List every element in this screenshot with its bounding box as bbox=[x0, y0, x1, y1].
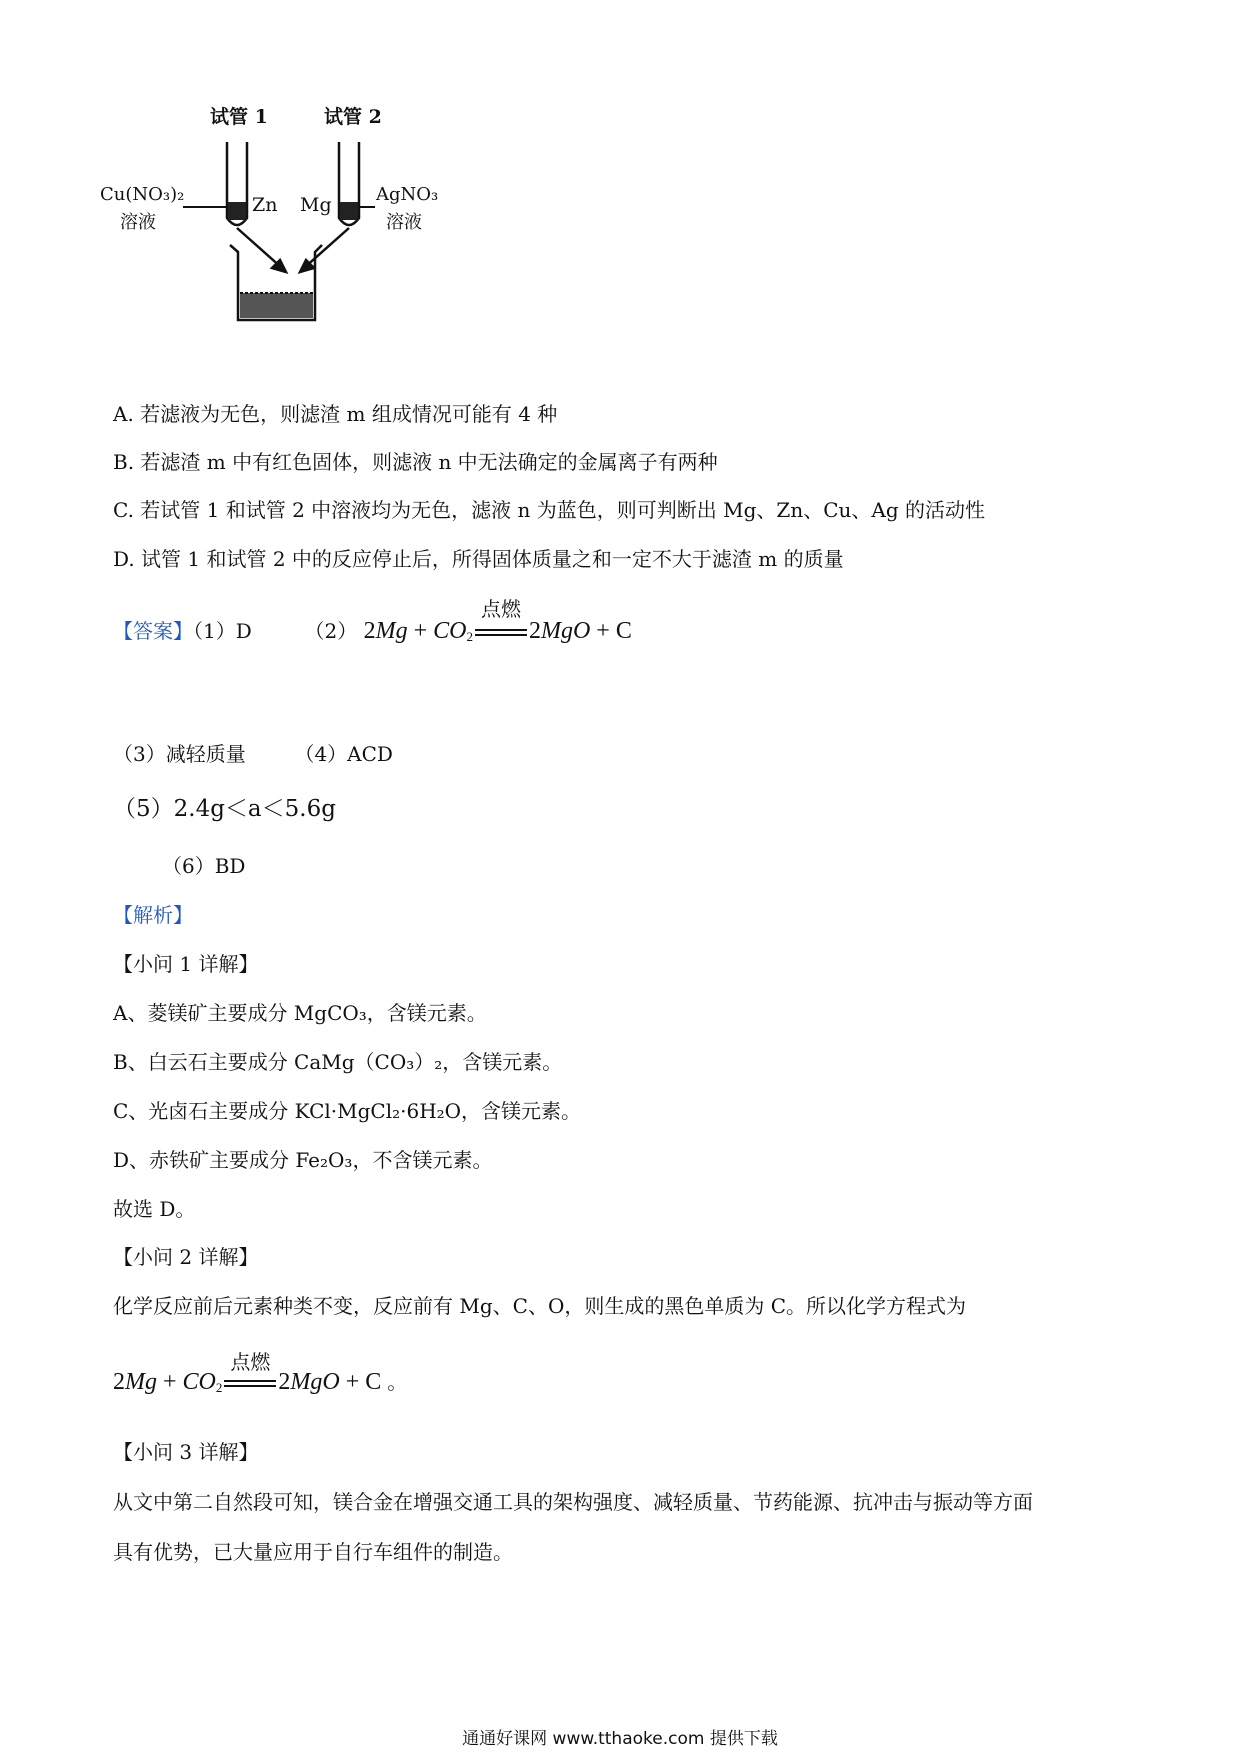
tube-2-label: 试管 2 bbox=[324, 106, 382, 128]
answer-line-1 bbox=[113, 597, 632, 651]
right-solution-word: 溶液 bbox=[386, 212, 422, 233]
sub2-text: 化学反应前后元素种类不变，反应前有 Mg、C、O，则生成的黑色单质为 C。所以化学方程式为 bbox=[113, 1294, 966, 1318]
sub1-title: 【小问 1 详解】 bbox=[113, 952, 259, 976]
metal-zn-label: Zn bbox=[252, 194, 278, 216]
sub1-line-a: A、菱镁矿主要成分 MgCO₃，含镁元素。 bbox=[113, 1001, 487, 1025]
reaction-condition: 点燃 bbox=[480, 597, 521, 622]
analysis-label: 【解析】 bbox=[113, 903, 193, 927]
sub1-line-d: D、赤铁矿主要成分 Fe₂O₃，不含镁元素。 bbox=[113, 1148, 493, 1172]
pour-arrow-left bbox=[237, 228, 286, 272]
sub2-equation-line bbox=[113, 1350, 408, 1396]
tube-1-label: 试管 1 bbox=[210, 106, 268, 128]
left-solution-formula: Cu(NO₃)₂ bbox=[100, 184, 185, 205]
answer-q6: （6）BD bbox=[162, 854, 246, 878]
option-c: C. 若试管 1 和试管 2 中溶液均为无色，滤液 n 为蓝色，则可判断出 Mg、Zn、Cu、Ag 的活动性 bbox=[113, 498, 985, 522]
sub2-reaction-arrow bbox=[224, 1350, 276, 1388]
option-b: B. 若滤渣 m 中有红色固体，则滤液 n 中无法确定的金属离子有两种 bbox=[113, 450, 718, 474]
left-solution-word: 溶液 bbox=[120, 212, 156, 233]
answer-q3: （3）减轻质量 bbox=[113, 742, 246, 766]
answer-equation: $2Mg + CO_2$ 点燃 2MgO + C bbox=[363, 597, 632, 644]
answer-q1: （1）D bbox=[193, 619, 252, 643]
apparatus-drawing bbox=[100, 110, 480, 370]
sub3-line-1: 从文中第二自然段可知，镁合金在增强交通工具的架构强度、减轻质量、节药能源、抗冲击与振动等方面 bbox=[113, 1490, 1033, 1514]
pour-arrow-right bbox=[300, 228, 349, 272]
option-d: D. 试管 1 和试管 2 中的反应停止后，所得固体质量之和一定不大于滤渣 m 的质量 bbox=[113, 547, 844, 571]
sub2-end-punct: 。 bbox=[387, 1370, 408, 1394]
answer-line-2 bbox=[113, 740, 393, 768]
sub3-title: 【小问 3 详解】 bbox=[113, 1440, 259, 1464]
experiment-diagram bbox=[100, 106, 480, 370]
sub2-equation: $2Mg + CO_2$ 点燃 2MgO + C bbox=[113, 1369, 387, 1395]
reaction-arrow bbox=[475, 597, 527, 637]
answer-label: 【答案】 bbox=[113, 619, 193, 643]
answer-q2-prefix: （2） bbox=[304, 619, 358, 643]
sub1-conclusion: 故选 D。 bbox=[113, 1197, 196, 1221]
option-a: A. 若滤液为无色，则滤渣 m 组成情况可能有 4 种 bbox=[113, 402, 558, 426]
sub3-line-2: 具有优势，已大量应用于自行车组件的制造。 bbox=[113, 1540, 513, 1564]
right-solution-formula: AgNO₃ bbox=[376, 184, 439, 205]
sub1-line-b: B、白云石主要成分 CaMg（CO₃）₂，含镁元素。 bbox=[113, 1050, 563, 1074]
sub2-reaction-condition: 点燃 bbox=[230, 1350, 271, 1375]
footer-text: 通通好课网 www.tthaoke.com 提供下载 bbox=[462, 1729, 778, 1749]
metal-mg-label: Mg bbox=[300, 194, 332, 216]
answer-q4: （4）ACD bbox=[294, 742, 393, 766]
sub2-title: 【小问 2 详解】 bbox=[113, 1245, 259, 1269]
answer-q5: （5）2.4g＜a＜5.6g bbox=[113, 796, 336, 822]
sub1-line-c: C、光卤石主要成分 KCl·MgCl₂·6H₂O，含镁元素。 bbox=[113, 1099, 582, 1123]
